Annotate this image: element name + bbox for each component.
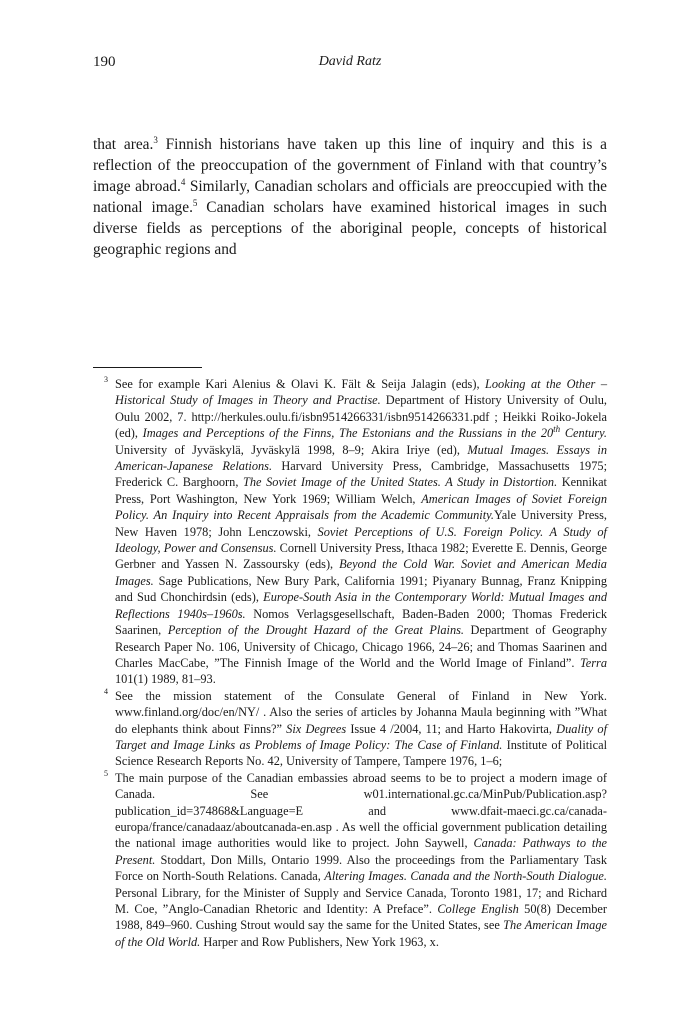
footnote-text: Nomos Verlagsgesellschaft, Baden-Baden 2000; Thomas Frederick Saarinen, [115, 606, 607, 638]
footnote-marker: 4 [104, 686, 108, 696]
footnote-text: See for example Kari Alenius & Olavi K. Fält & Seija Jalagin (eds), [115, 377, 486, 391]
footnote-title: American Images of Soviet Foreign Policy. An Inquiry into Recent Appraisals from the Academic Community. [115, 491, 607, 523]
footnote-reference[interactable]: 4 [180, 176, 186, 187]
footnote-text: Harper and Row Publishers, New York 1963, x. [200, 934, 439, 949]
body-text-segment: Similarly, Canadian scholars and officials are preoccupied with the national image. [93, 178, 607, 216]
footnote-text: 101(1) 1989, 81–93. [115, 672, 216, 687]
footnote-title: Altering Images. Canada and the North-South Dialogue. [324, 869, 607, 884]
footnote-text: Cornell University Press, Ithaca 1982; Everette E. Dennis, George Gerbner and Yassen N. Zassoursky (eds), [115, 541, 607, 572]
footnote-text: Yale University Press, New Haven 1978; John Lenczowski, [115, 508, 608, 539]
footnote-title: Beyond the Cold War. Soviet and American Media Images. [115, 557, 607, 588]
footnote-marker: 3 [104, 375, 108, 384]
footnote-text: Harvard University Press, Cambridge, Massachusetts 1975; Frederick C. Barghoorn, [115, 459, 607, 490]
footnote-title: Perception of the Drought Hazard of the Great Plains. [167, 623, 465, 638]
footnote-3 [93, 376, 607, 688]
footnote-title: Europe-South Asia in the Contemporary World: Mutual Images and Reflections 1940s–1960s. [115, 590, 607, 621]
body-text-segment: Canadian scholars have examined historical images in such diverse fields as perceptions of the aboriginal people, concepts of historical geographic regions and [93, 199, 607, 258]
footnote-title: Duality of Target and Image Links as Problems of Image Policy: The Case of Finland. [115, 721, 607, 752]
page-number: 190 [93, 54, 116, 70]
footnotes [93, 376, 607, 950]
page-header [93, 54, 607, 74]
footnote-text: Institute of Political Science Research Reports No. 42, University of Tampere, Tampere 1976, 1–6; [115, 737, 607, 769]
footnote-title: The Soviet Image of the United States. A Study in Distortion. [243, 475, 558, 490]
footnote-title: College English [437, 902, 519, 916]
footnote-title [143, 426, 607, 440]
footnote-marker: 5 [104, 768, 108, 778]
footnote-reference[interactable]: 3 [153, 134, 158, 145]
body-text-segment: that area. [93, 136, 154, 153]
footnote-title: Terra [580, 655, 607, 670]
footnote-text: Personal Library, for the Minister of Supply and Service Canada, Toronto 1981, 17; and Richard M. Coe, ”Anglo-Canadian Rhetoric and Identity: A Preface”. [115, 885, 607, 916]
footnote-title: Mutual Images. Essays in American-Japanese Relations. [115, 442, 607, 474]
footnote-title: Soviet Perceptions of U.S. Foreign Policy. A Study of Ideology, Power and Consensus. [115, 524, 607, 556]
body-text-segment: Finnish historians have taken up this line of inquiry and this is a reflection of the preoccupation of the government of Finland with that country’s image abroad. [93, 136, 607, 195]
footnote-title-text: Images and Perceptions of the Finns, The Estonians and the Russians in the 20 [142, 426, 554, 441]
body-paragraph [93, 134, 607, 260]
footnote-text: 50(8) December 1988, 849–960. Cushing Strout would say the same for the United States, see [115, 902, 607, 933]
ordinal-suffix: th [553, 424, 561, 435]
footnote-text: Department of Geography Research Paper No. 106, University of Chicago, Chicago 1966, 24–26; and Thomas Saarinen and Charles MacCabe, ”The Finnish Image of the World and the World Image of Finland”. [115, 623, 608, 670]
footnote-text: Department of History University of Oulu, Oulu 2002, 7. http://herkules.oulu.fi/isbn9514266331/isbn9514266331.pdf ; Heikki Roiko-Jokela (ed), [115, 393, 608, 441]
footnote-text: The main purpose of the Canadian embassies abroad seems to be to project a modern image of Canada. See w01.international.gc.ca/MinPub/Publication.asp?publication_id=374868&Language=E and www.dfait-maeci.gc.ca/canada-europa/france/canadaaz/aboutcanada-en.asp . As well the official government publication detailing the national image authorities would like to project. John Saywell, [115, 770, 607, 851]
footnote-text: See the mission statement of the Consulate General of Finland in New York. www.finland.org/doc/en/NY/ . Also the series of articles by Johanna Maula beginning with ”What do elephants think about Finns?” [115, 688, 607, 736]
footnote-text: Stoddart, Don Mills, Ontario 1999. Also the proceedings from the Parliamentary Task Force on North-South Relations. Canada, [115, 852, 607, 884]
footnote-title: Six Degrees [286, 721, 347, 736]
footnote-text: Sage Publications, New Bury Park, California 1991; Piyanary Bunnag, Franz Knipping and Sud Chonchirdsin (eds), [115, 573, 607, 605]
footnote-text: Kennikat Press, Port Washington, New York 1969; William Welch, [115, 475, 607, 506]
footnote-title: The American Image of the Old World. [115, 918, 607, 949]
footnote-title: Canada: Pathways to the Present. [115, 836, 607, 867]
footnote-4 [93, 688, 607, 770]
running-head: David Ratz [318, 54, 382, 69]
footnote-text: University of Jyväskylä, Jyväskylä 1998, 8–9; Akira Iriye (ed), [115, 442, 468, 457]
footnote-5 [93, 770, 607, 950]
footnote-title: Looking at the Other – Historical Study of Images in Theory and Practise. [115, 377, 608, 408]
footnote-text: Issue 4 /2004, 11; and Harto Hakovirta, [346, 721, 557, 736]
footnote-title-text: Century. [560, 426, 607, 441]
footnote-separator [93, 367, 202, 368]
footnote-reference[interactable]: 5 [192, 197, 198, 208]
